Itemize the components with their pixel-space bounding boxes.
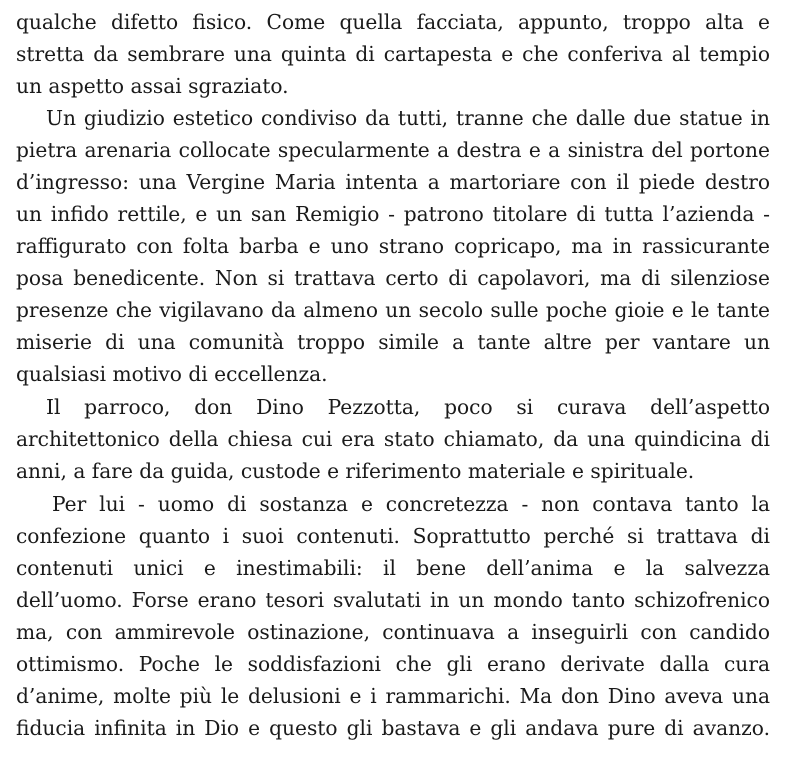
text-line: Il parroco, don Dino Pezzotta, poco si curava dell’aspetto [46,395,770,419]
text-line: un infido rettile, e un san Remigio - patrono titolare di tutta l’azienda - [16,202,770,226]
text-line: qualche difetto fisico. Come quella facciata, appunto, troppo alta e [16,10,770,34]
text-line: ottimismo. Poche le soddisfazioni che gli erano derivate dalla cura [16,652,770,676]
text-line: d’ingresso: una Vergine Maria intenta a martoriare con il piede destro [16,170,770,194]
text-line: raffigurato con folta barba e uno strano copricapo, ma in rassicurante [16,234,770,258]
text-line: miserie di una comunità troppo simile a tante altre per vantare un [16,330,770,354]
text-line: dell’uomo. Forse erano tesori svalutati in un mondo tanto schizofrenico [16,588,770,612]
text-line: presenze che vigilavano da almeno un secolo sulle poche gioie e le tante [16,298,770,322]
text-line: anni, a fare da guida, custode e riferimento materiale e spirituale. [16,459,695,483]
text-line: architettonico della chiesa cui era stato chiamato, da una quindicina di [16,427,770,451]
text-line: posa benedicente. Non si trattava certo di capolavori, ma di silenziose [16,266,770,290]
text-line: qualsiasi motivo di eccellenza. [16,362,328,386]
text-line: stretta da sembrare una quinta di cartapesta e che conferiva al tempio [16,42,770,66]
text-line: d’anime, molte più le delusioni e i rammarichi. Ma don Dino aveva una [16,684,770,708]
text-line: Un giudizio estetico condiviso da tutti, tranne che dalle due statue in [46,106,770,130]
text-line: pietra arenaria collocate specularmente a destra e a sinistra del portone [16,138,770,162]
text-line: ma, con ammirevole ostinazione, continuava a inseguirli con candido [16,620,770,644]
text-line: Per lui - uomo di sostanza e concretezza - non contava tanto la [52,492,770,516]
text-line: confezione quanto i suoi contenuti. Soprattutto perché si trattava di [16,524,770,548]
text-line: contenuti unici e inestimabili: il bene dell’anima e la salvezza [16,556,770,580]
text-line: fiducia infinita in Dio e questo gli bastava e gli andava pure di avanzo. [16,716,770,740]
text-line: un aspetto assai sgraziato. [16,74,289,98]
